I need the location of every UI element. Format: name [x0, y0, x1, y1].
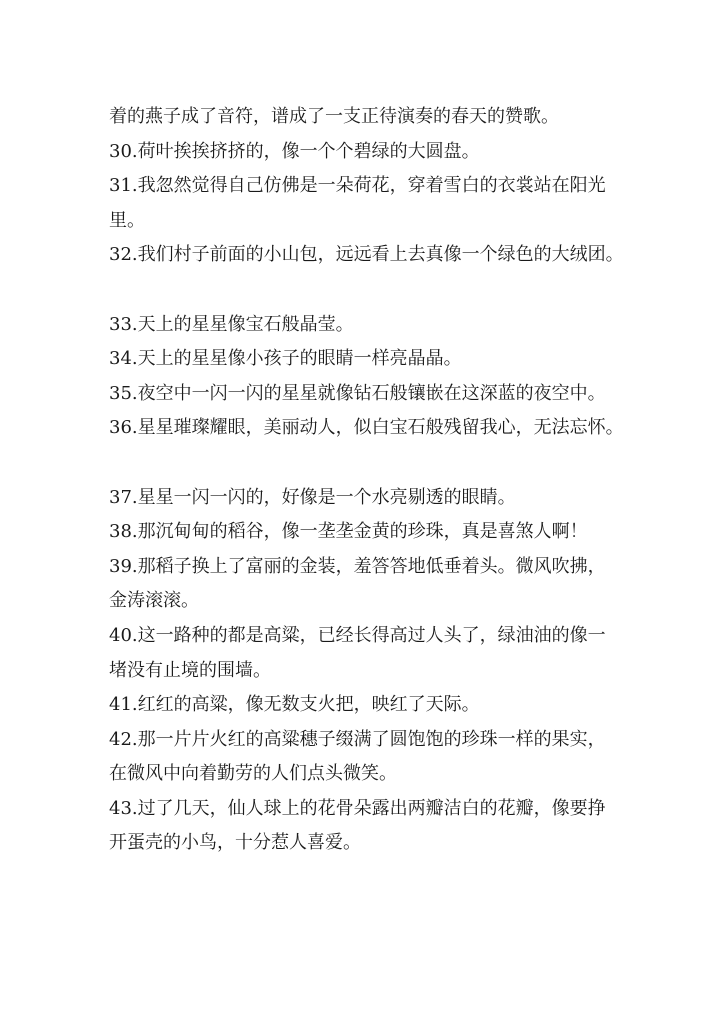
text-line: 30.荷叶挨挨挤挤的，像一个个碧绿的大圆盘。: [109, 140, 480, 162]
document-text: [109, 100, 649, 861]
text-line: 35.夜空中一闪一闪的星星就像钻石般镶嵌在这深蓝的夜空中。: [109, 382, 606, 404]
text-line: 堵没有止境的围墙。: [109, 659, 271, 681]
text-line: 40.这一路种的都是高粱，已经长得高过人头了，绿油油的像一: [109, 624, 606, 646]
text-line: 36.星星璀璨耀眼，美丽动人，似白宝石般残留我心，无法忘怀。: [109, 417, 624, 439]
text-line: 金涛滚滚。: [109, 590, 199, 612]
text-line: 37.星星一闪一闪的，好像是一个水亮剔透的眼睛。: [109, 486, 516, 508]
text-line: 34.天上的星星像小孩子的眼睛一样亮晶晶。: [109, 348, 462, 370]
text-line: 在微风中向着勤劳的人们点头微笑。: [109, 763, 397, 785]
text-line: 开蛋壳的小鸟，十分惹人喜爱。: [109, 832, 361, 854]
text-line: 33.天上的星星像宝石般晶莹。: [109, 313, 354, 335]
text-line: 里。: [109, 209, 145, 231]
text-line: 31.我忽然觉得自己仿佛是一朵荷花，穿着雪白的衣裳站在阳光: [109, 175, 606, 197]
text-line: 39.那稻子换上了富丽的金装，羞答答地低垂着头。微风吹拂，: [109, 555, 606, 577]
blank-line: [109, 273, 649, 308]
text-line: 41.红红的高粱，像无数支火把，映红了天际。: [109, 694, 480, 716]
blank-line: [109, 446, 649, 481]
text-line: 42.那一片片火红的高粱穗子缀满了圆饱饱的珍珠一样的果实，: [109, 728, 606, 750]
text-line: 32.我们村子前面的小山包，远远看上去真像一个绿色的大绒团。: [109, 244, 624, 266]
text-line: 38.那沉甸甸的稻谷，像一垄垄金黄的珍珠，真是喜煞人啊！: [109, 521, 588, 543]
text-line: 43.过了几天，仙人球上的花骨朵露出两瓣洁白的花瓣，像要挣: [109, 797, 606, 819]
text-line: 着的燕子成了音符，谱成了一支正待演奏的春天的赞歌。: [109, 106, 559, 127]
